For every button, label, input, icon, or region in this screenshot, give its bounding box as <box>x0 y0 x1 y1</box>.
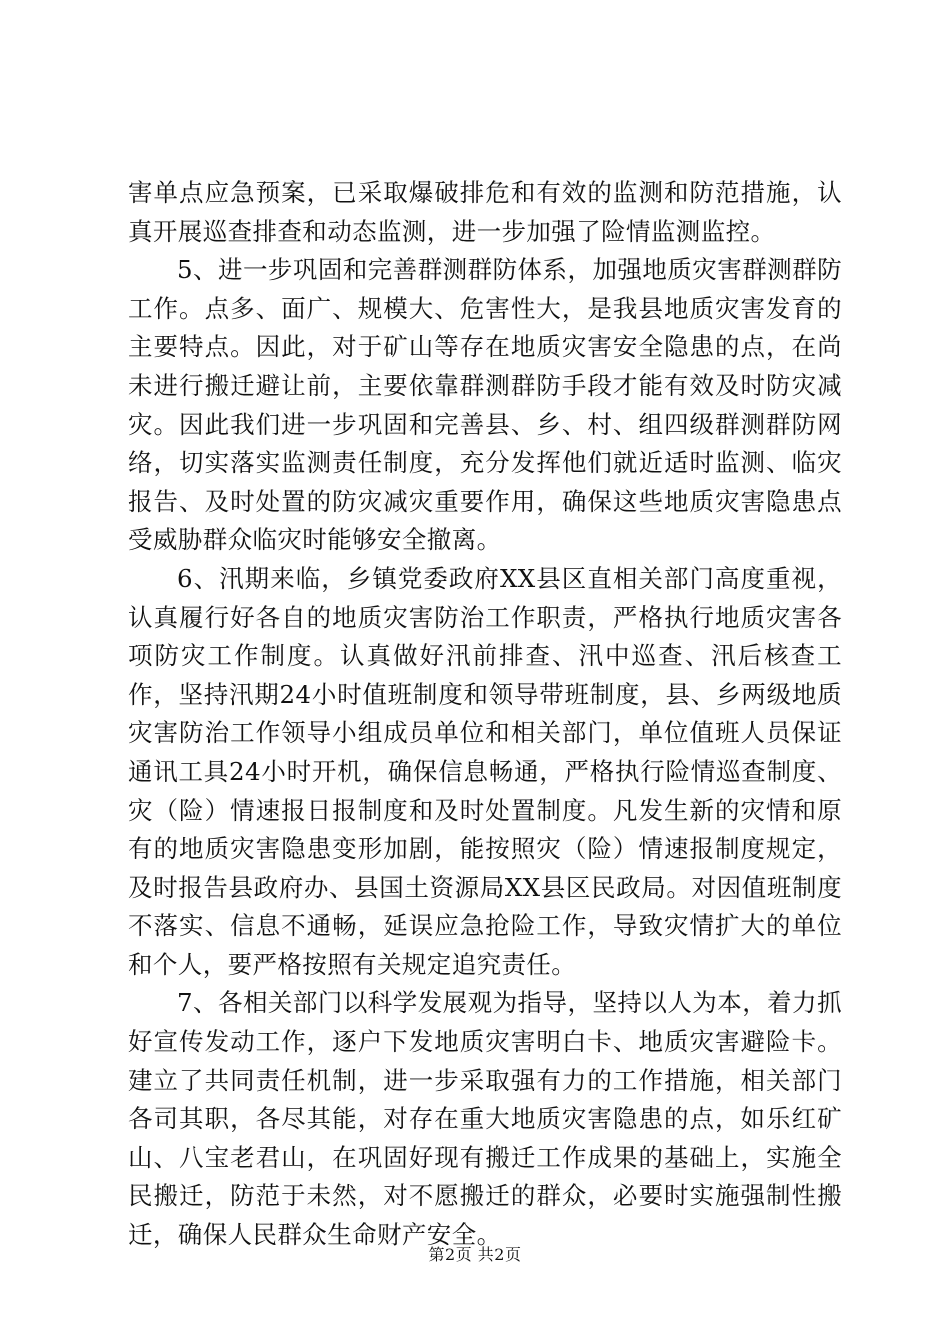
document-body <box>128 174 842 1255</box>
paragraph-item-6: 6、汛期来临，乡镇党委政府XX县区直相关部门高度重视，认真履行好各自的地质灾害防治工作职责，严格执行地质灾害各项防灾工作制度。认真做好汛前排查、汛中巡查、汛后核查工作，坚持汛期24小时值班制度和领导带班制度，县、乡两级地质灾害防治工作领导小组成员单位和相关部门，单位值班人员保证通讯工具24小时开机，确保信息畅通，严格执行险情巡查制度、灾（险）情速报日报制度和及时处置制度。凡发生新的灾情和原有的地质灾害隐患变形加剧，能按照灾（险）情速报制度规定，及时报告县政府办、县国土资源局XX县区民政局。对因值班制度不落实、信息不通畅，延误应急抢险工作，导致灾情扩大的单位和个人，要严格按照有关规定追究责任。 <box>128 563 842 979</box>
paragraph-continuation: 害单点应急预案，已采取爆破排危和有效的监测和防范措施，认真开展巡查排查和动态监测，进一步加强了险情监测监控。 <box>128 178 842 246</box>
paragraph-item-5: 5、进一步巩固和完善群测群防体系，加强地质灾害群测群防工作。点多、面广、规模大、危害性大，是我县地质灾害发育的主要特点。因此，对于矿山等存在地质灾害安全隐患的点，在尚未进行搬迁避让前，主要依靠群测群防手段才能有效及时防灾减灾。因此我们进一步巩固和完善县、乡、村、组四级群测群防网络，切实落实监测责任制度，充分发挥他们就近适时监测、临灾报告、及时处置的防灾减灾重要作用，确保这些地质灾害隐患点受威胁群众临灾时能够安全撤离。 <box>128 255 842 555</box>
paragraph-item-7: 7、各相关部门以科学发展观为指导，坚持以人为本，着力抓好宣传发动工作，逐户下发地质灾害明白卡、地质灾害避险卡。建立了共同责任机制，进一步采取强有力的工作措施，相关部门各司其职，各尽其能，对存在重大地质灾害隐患的点，如乐红矿山、八宝老君山，在巩固好现有搬迁工作成果的基础上，实施全民搬迁，防范于未然，对不愿搬迁的群众，必要时实施强制性搬迁，确保人民群众生命财产安全。 <box>128 988 842 1250</box>
page-number-footer: 第2页 共2页 <box>428 1245 522 1264</box>
